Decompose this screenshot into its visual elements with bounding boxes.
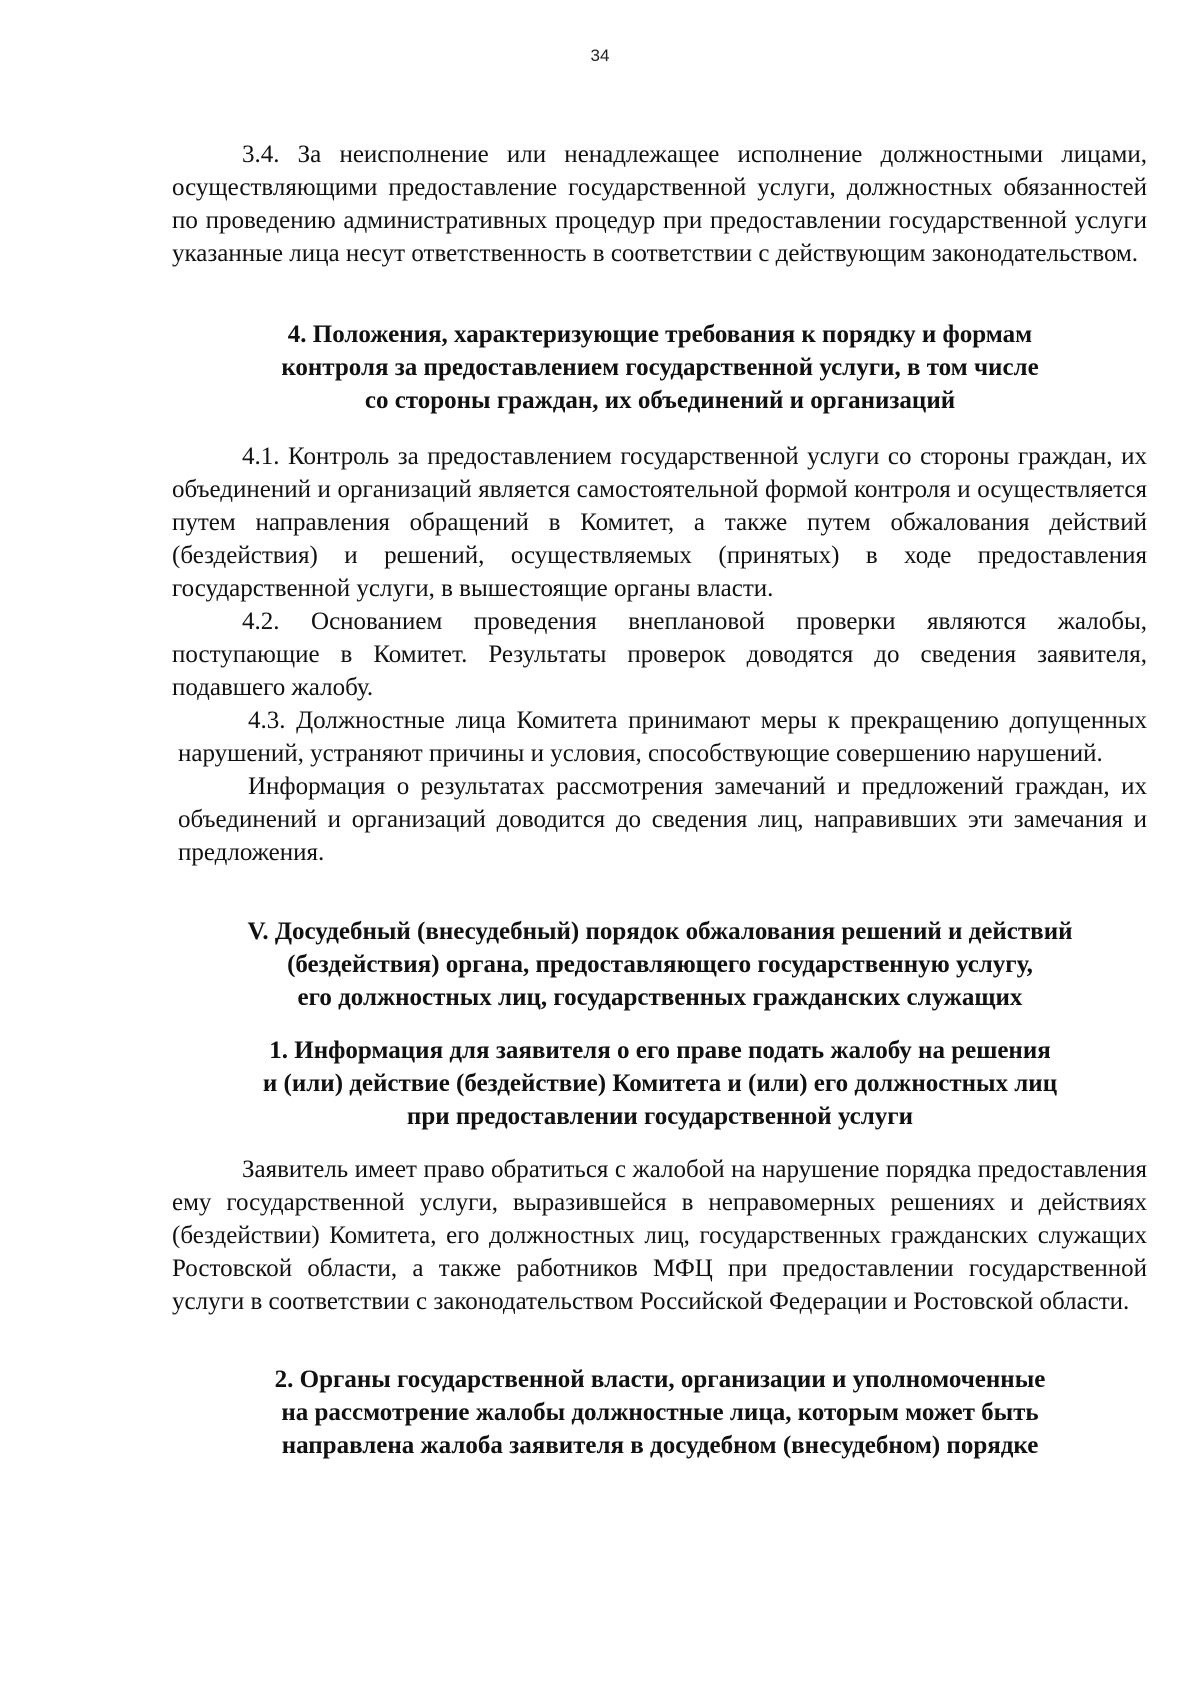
subsection-1-heading-line-3: при предоставлении государственной услуги [406,1103,914,1130]
subsection-2-heading-line-2: на рассмотрение жалобы должностные лица, которым может быть [281,1399,1039,1426]
subsection-2-heading-line-3: направлена жалоба заявителя в досудебном (внесудебном) порядке [281,1432,1039,1459]
section-3-body [172,138,1147,270]
page-number: 34 [590,46,610,65]
paragraph-3-4: 3.4. За неисполнение или ненадлежащее исполнение должностными лицами, осуществляющими предоставление государственной услуги, должностных обязанностей по проведению административных процедур при предоставлении государственной услуги указанные лица несут ответственность в соответствии с действующим законодательством. [172,141,1147,267]
section-v-heading [160,915,1160,1014]
section-4-heading-line-2: контроля за предоставлением государственной услуги, в том числе [281,354,1039,381]
paragraph-4-2: 4.2. Основанием проведения внеплановой проверки являются жалобы, поступающие в Комитет. Результаты проверок доводятся до сведения заявителя, подавшего жалобу. [172,608,1147,701]
paragraph-complaint-right: Заявитель имеет право обратиться с жалобой на нарушение порядка предоставления ему государственной услуги, выразившейся в неправомерных решениях и действиях (бездействии) Комитета, его должностных лиц, государственных гражданских служащих Ростовской области, а также работников МФЦ при предоставлении государственной услуги в соответствии с законодательством Российской Федерации и Ростовской области. [172,1156,1147,1315]
section-v-heading-line-1: V. Досудебный (внесудебный) порядок обжалования решений и действий [247,918,1073,945]
section-4-body [172,440,1147,869]
subsection-2-heading [160,1363,1160,1462]
paragraph-4-3: 4.3. Должностные лица Комитета принимают меры к прекращению допущенных нарушений, устраняют причины и условия, способствующие совершению нарушений. [178,707,1147,767]
subsection-1-heading-line-2: и (или) действие (бездействие) Комитета и (или) его должностных лиц [262,1070,1058,1097]
section-4-heading-line-1: 4. Положения, характеризующие требования к порядку и формам [287,321,1033,348]
subsection-1-heading-line-1: 1. Информация для заявителя о его праве подать жалобу на решения [269,1037,1051,1064]
section-4-heading [160,318,1160,417]
section-4-heading-line-3: со стороны граждан, их объединений и организаций [364,387,956,414]
subsection-1-heading [160,1034,1160,1133]
section-v-heading-line-2: (бездействия) органа, предоставляющего государственную услугу, [287,951,1033,978]
section-v-heading-line-3: его должностных лиц, государственных гражданских служащих [297,984,1023,1011]
paragraph-info: Информация о результатах рассмотрения замечаний и предложений граждан, их объединений и организаций доводится до сведения лиц, направивших эти замечания и предложения. [178,773,1147,866]
subsection-1-body [172,1153,1147,1318]
subsection-2-heading-line-1: 2. Органы государственной власти, организации и уполномоченные [274,1366,1046,1393]
paragraph-4-1: 4.1. Контроль за предоставлением государственной услуги со стороны граждан, их объединений и организаций является самостоятельной формой контроля и осуществляется путем направления обращений в Комитет, а также путем обжалования действий (бездействия) и решений, осуществляемых (принятых) в ходе предоставления государственной услуги, в вышестоящие органы власти. [172,443,1147,602]
